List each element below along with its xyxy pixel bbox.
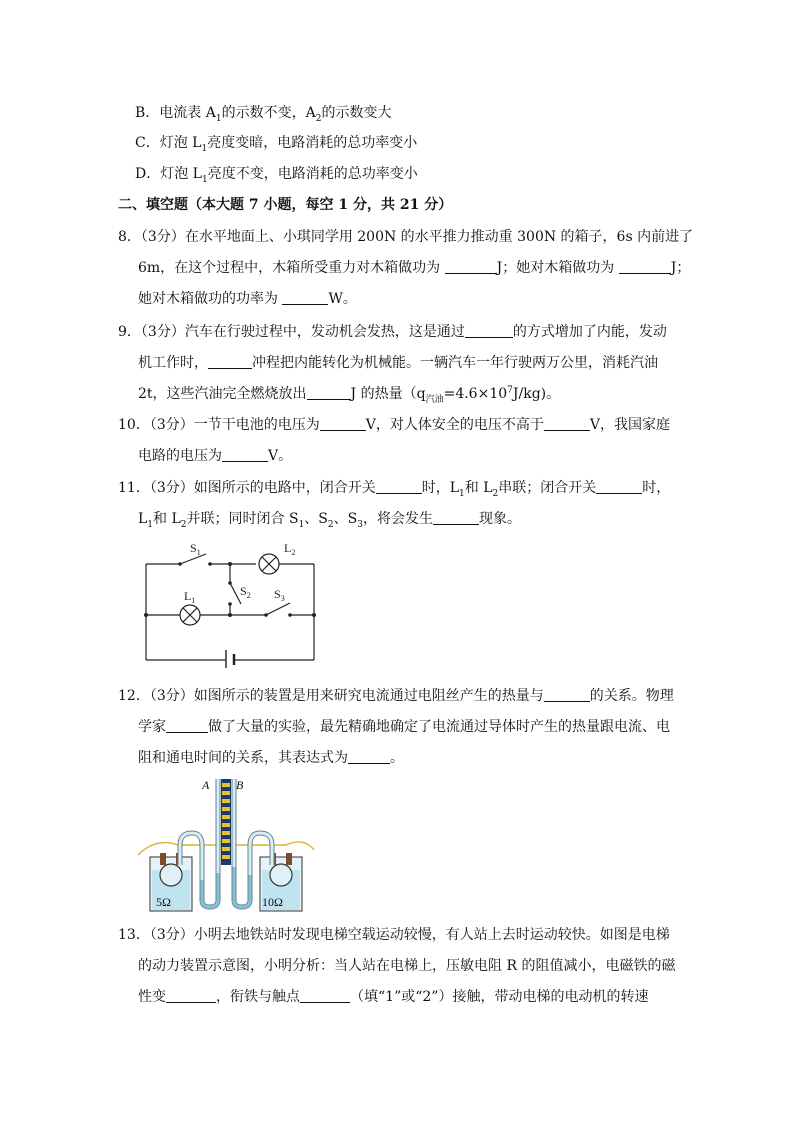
question-9-line3: 2t，这些汽油完全燃烧放出 J 的热量$(q_{汽油}=4.6\times 10^7J/kg)$。	[138, 385, 561, 405]
question-8-line1: 8．（3分）在水平地面上、小琪同学用 200N 的水平推力推动重 300N 的箱子，6s 内前进了	[118, 229, 694, 245]
label-s1: $S_1$	[190, 541, 201, 557]
option-c: C．灯泡 $L_1$亮度变暗，电路消耗的总功率变小	[135, 135, 418, 154]
apparatus-diagram	[136, 775, 316, 915]
question-9-line1: 9．（3分）汽车在行驶过程中，发动机会发热，这是通过 的方式增加了内能，发动	[118, 324, 667, 340]
option-b: B．电流表 $A_1$的示数不变，$A_2$的示数变大	[135, 105, 392, 124]
label-l1: $L_1$	[184, 589, 196, 605]
label-10ohm: 10Ω	[262, 895, 283, 909]
section-title: 二、填空题（本大题 7 小题，每空 1 分，共 21 分）	[118, 197, 453, 213]
option-d: D．灯泡 $L_1$亮度不变，电路消耗的总功率变小	[135, 166, 418, 185]
question-11-line1: 11．（3分）如图所示的电路中，闭合开关 时，$L_1$和 $L_2$串联；闭合开关 时，	[118, 480, 671, 499]
question-13-line3: 性变 ，衔铁与触点 （填“1”或“2”）接触，带动电梯的电动机的转速	[138, 989, 649, 1005]
label-s3: $S_3$	[274, 587, 285, 603]
question-12-line2: 学家 做了大量的实验，最先精确地确定了电流通过导体时产生的热量跟电流、电	[138, 719, 670, 735]
label-s2: $S_2$	[240, 584, 251, 600]
question-13-line2: 的动力装置示意图，小明分析：当人站在电梯上，压敏电阻 R 的阻值减小，电磁铁的磁	[138, 958, 676, 974]
question-11-line2: $L_1$和 $L_2$并联；同时闭合 $S_1$、$S_2$、$S_3$，将会发生 现象。	[138, 511, 521, 530]
question-9-line2: 机工作时， 冲程把内能转化为机械能。一辆汽车一年行驶两万公里，消耗汽油	[138, 355, 658, 371]
label-5ohm: 5Ω	[156, 895, 171, 909]
question-8-line3: 她对木箱做功的功率为 W。	[138, 291, 357, 307]
question-10-line1: 10．（3分）一节干电池的电压为 V，对人体安全的电压不高于 V，我国家庭	[118, 417, 670, 433]
question-8-line2: 6m，在这个过程中，木箱所受重力对木箱做功为 J；她对木箱做功为 J；	[138, 260, 691, 276]
label-a: A	[202, 778, 210, 792]
question-12-line3: 阻和通电时间的关系，其表达式为 。	[138, 750, 404, 766]
label-b: B	[236, 778, 244, 792]
question-13-line1: 13．（3分）小明去地铁站时发现电梯空载运动较慢，有人站上去时运动较快。如图是电梯	[118, 927, 670, 943]
circuit-diagram	[138, 538, 328, 668]
question-10-line2: 电路的电压为 V。	[138, 448, 293, 464]
label-l2: $L_2$	[284, 541, 296, 557]
question-12-line1: 12．（3分）如图所示的装置是用来研究电流通过电阻丝产生的热量与 的关系。物理	[118, 688, 674, 704]
